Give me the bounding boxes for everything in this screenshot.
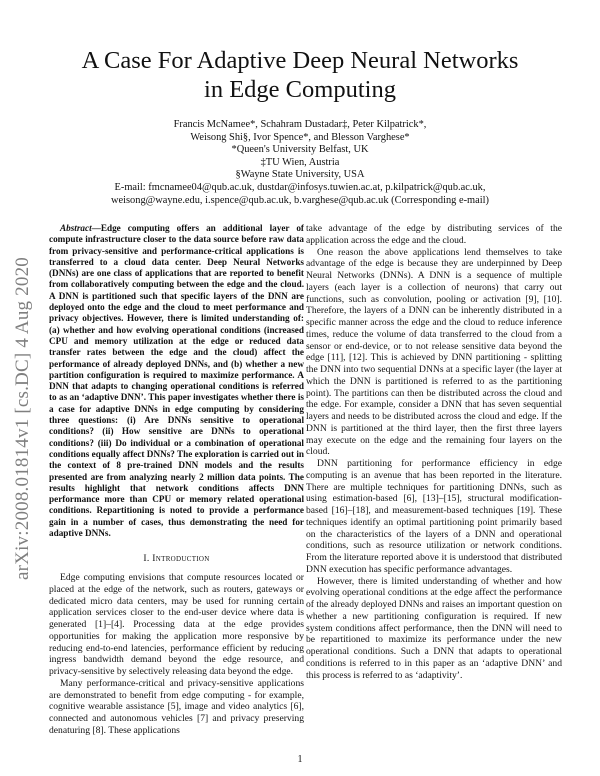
arxiv-stamp: arXiv:2008.01814v1 [cs.DC] 4 Aug 2020 (12, 257, 33, 580)
paper-title (60, 46, 540, 104)
section-title: Introduction (152, 553, 210, 565)
paragraph: Many performance-critical and privacy-sensitive applications are demonstrated to benefit from edge computing - for example, cognitive wearable assistance [5], image and video analytics [6], connected and autonomous vehicles [7] and privacy preserving denaturing [8]. These applications (49, 677, 304, 736)
email-line-2: weisong@wayne.edu, i.spence@qub.ac.uk, b.varghese@qub.ac.uk (Corresponding e-mail) (111, 194, 489, 206)
affiliation-3: §Wayne State University, USA (235, 169, 365, 181)
left-column (49, 223, 304, 737)
affiliation-1: *Queen's University Belfast, UK (231, 144, 369, 156)
paragraph: DNN partitioning for performance efficiency in edge computing is an avenue that has been reported in the literature. There are multiple techniques for partitioning DNNs, such as using estimation-based [6], [13]–[15], structural modification-based [16]–[18], and measurement-based techniques [19]. These techniques identify an optimal partitioning point primarily based on the characteristics of the layers of a DNN and operational conditions, such as resource utilization or network conditions. From the literature reported above it is understood that distributed DNN execution has specific performance advantages. (306, 458, 562, 575)
paragraph: Edge computing envisions that compute resources located or placed at the edge of the network, such as routers, gateways or dedicated micro data centers, may be used for running certain application services closer to the end-user device where data is generated [1]–[4]. Processing data at the edge provides opportunities for making the application more responsive by reducing end-to-end latencies, performance efficient by reducing ingress bandwidth demand beyond the edge resource, and privacy-sensitive by selectively releasing data beyond the edge. (49, 572, 304, 678)
title-line-2: in Edge Computing (204, 76, 396, 103)
title-line-1: A Case For Adaptive Deep Neural Networks (81, 47, 519, 74)
author-block (80, 119, 520, 207)
section-number: I. (143, 553, 150, 565)
email-line-1: E-mail: fmcnamee04@qub.ac.uk, dustdar@infosys.tuwien.ac.at, p.kilpatrick@qub.ac.uk, (114, 181, 486, 193)
paragraph: However, there is limited understanding of whether and how evolving operational conditions at the edge affect the performance of the already deployed DNNs and raises an important question on whether a new partitioning configuration is required. If new system conditions affect performance, then the DNN will need to be repartitioned to maximize its performance under the new operational conditions. Such a DNN that adapts to operational conditions is referred to in this paper as an ‘adaptive DNN’ and this process is referred to as ‘adaptivity’. (306, 575, 562, 681)
abstract (49, 223, 304, 539)
author-line-1: Francis McNamee*, Schahram Dustadar‡, Peter Kilpatrick*, (173, 119, 427, 130)
section-heading (49, 553, 304, 565)
right-column (306, 223, 562, 681)
affiliation-2: ‡TU Wien, Austria (260, 156, 340, 168)
abstract-lead: Abstract (60, 223, 92, 233)
author-line-2: Weisong Shi§, Ivor Spence*, and Blesson Varghese* (190, 131, 410, 143)
paragraph: take advantage of the edge by distributing services of the application across the edge and the cloud. (306, 223, 562, 246)
paragraph: One reason the above applications lend themselves to take advantage of the edge is because they are underpinned by Deep Neural Networks (DNNs). A DNN is a sequence of multiple layers (each layer is a collection of neurons) that carry out functions, such as convolution, pooling or activation [9], [10]. Therefore, the layers of a DNN can be inherently distributed in a specific manner across the edge and the cloud to reduce inference times, reduce the volume of data transferred to the cloud from a sensor or end-device, or to not release sensitive data beyond the edge [11], [12]. This is achieved by DNN partitioning - splitting the DNN into two sequential DNNs at a specific layer (the layer at which the DNN is partitioned is referred to as the partitioning point). The partitions can then be distributed across the cloud and the edge. For example, consider a DNN that has seven sequential layers and needs to be distributed across the cloud and edge. If the DNN is partitioned at the third layer, then the first three layers may execute on the edge and the remaining four layers on the cloud. (306, 246, 562, 458)
page-number: 1 (297, 754, 303, 765)
abstract-text: —Edge computing offers an additional layer of compute infrastructure closer to the data source before raw data from privacy-sensitive and performance-critical applications is transferred to a cloud data center. Deep Neural Networks (DNNs) are one class of applications that are reported to benefit from collaboratively computing between the edge and the cloud. A DNN is partitioned such that specific layers of the DNN are deployed onto the edge and the cloud to meet performance and privacy objectives. However, there is limited understanding of: (a) whether and how evolving operational conditions (increased CPU and memory utilization at the edge or reduced data transfer rates between the edge and the cloud) affect the performance of already deployed DNNs, and (b) whether a new partition configuration is required to maximize performance. A DNN that adapts to changing operational conditions is referred to as an ‘adaptive DNN’. This paper investigates whether there is a case for adaptive DNNs in edge computing by considering three questions: (i) Are DNNs sensitive to operational conditions? (ii) How sensitive are DNNs to operational conditions? (iii) Do individual or a combination of operational conditions equally affect DNNs? The exploration is carried out in the context of 8 pre-trained DNN models and the results presented are from analyzing nearly 2 million data points. The results highlight that network conditions affects DNN performance more than CPU or memory related operational conditions. Repartitioning is noted to provide a performance gain in a number of cases, thus demonstrating the need for adaptive DNNs. (49, 223, 304, 539)
